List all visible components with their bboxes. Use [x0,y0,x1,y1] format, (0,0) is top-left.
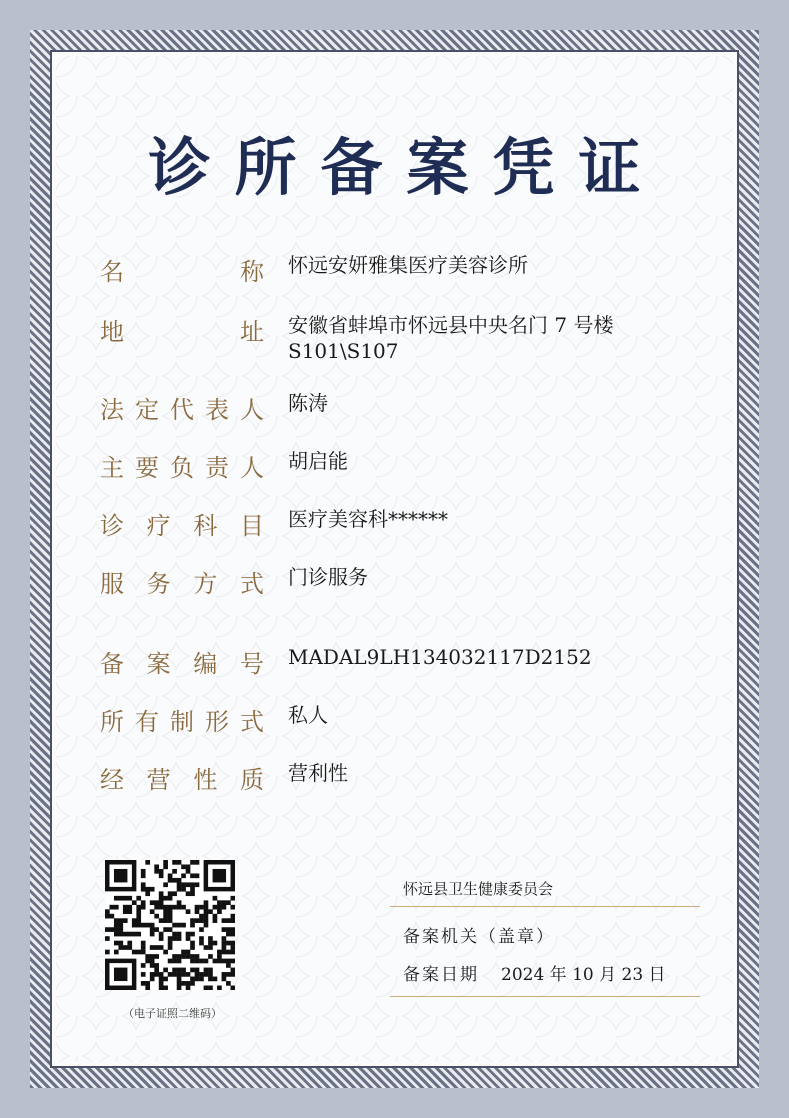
field-value [288,760,698,786]
field-label: 法 定 代 表 人 [100,396,264,424]
qr-code[interactable] [105,860,235,990]
field-value [288,644,698,670]
qr-caption: （电子证照二维码） [123,1007,222,1020]
certificate-title: 诊所备案凭证 [148,131,665,204]
field-value [288,564,698,590]
filing-date [403,960,666,985]
field-label: 名 称 [100,258,264,286]
field-label: 地 址 [100,318,264,346]
divider-line [390,906,700,907]
field-label: 所 有 制 形 式 [100,708,264,736]
field-value-line: 门诊服务 [288,565,368,589]
field-value-line: 安徽省蚌埠市怀远县中央名门 7 号楼 [288,313,614,337]
date-value: 2024 年 10 月 23 日 [501,965,666,985]
date-label: 备案日期 [403,965,479,985]
field-label: 经 营 性 质 [100,766,264,794]
authority-name: 怀远县卫生健康委员会 [403,880,554,898]
field-label: 服 务 方 式 [100,570,264,598]
field-value [288,448,698,474]
field-value-line: 陈涛 [288,391,328,415]
field-label: 主 要 负 责 人 [100,454,264,482]
seal-label: 备案机关（盖章） [403,927,555,947]
field-label: 诊 疗 科 目 [100,512,264,540]
field-value [288,506,698,532]
field-label: 备 案 编 号 [100,650,264,678]
field-value-line: MADAL9LH134032117D2152 [288,645,592,669]
field-value [288,702,698,728]
field-value [288,312,698,364]
field-value-line: 胡启能 [288,449,348,473]
field-value-line: 营利性 [288,761,348,785]
field-value-line-2: S101\S107 [288,339,399,363]
field-value-line: 私人 [288,703,328,727]
field-value-line: 医疗美容科****** [288,507,448,531]
divider-line-bottom [390,996,700,997]
field-value-line: 怀远安妍雅集医疗美容诊所 [288,253,528,277]
field-value [288,390,698,416]
field-value [288,252,698,278]
